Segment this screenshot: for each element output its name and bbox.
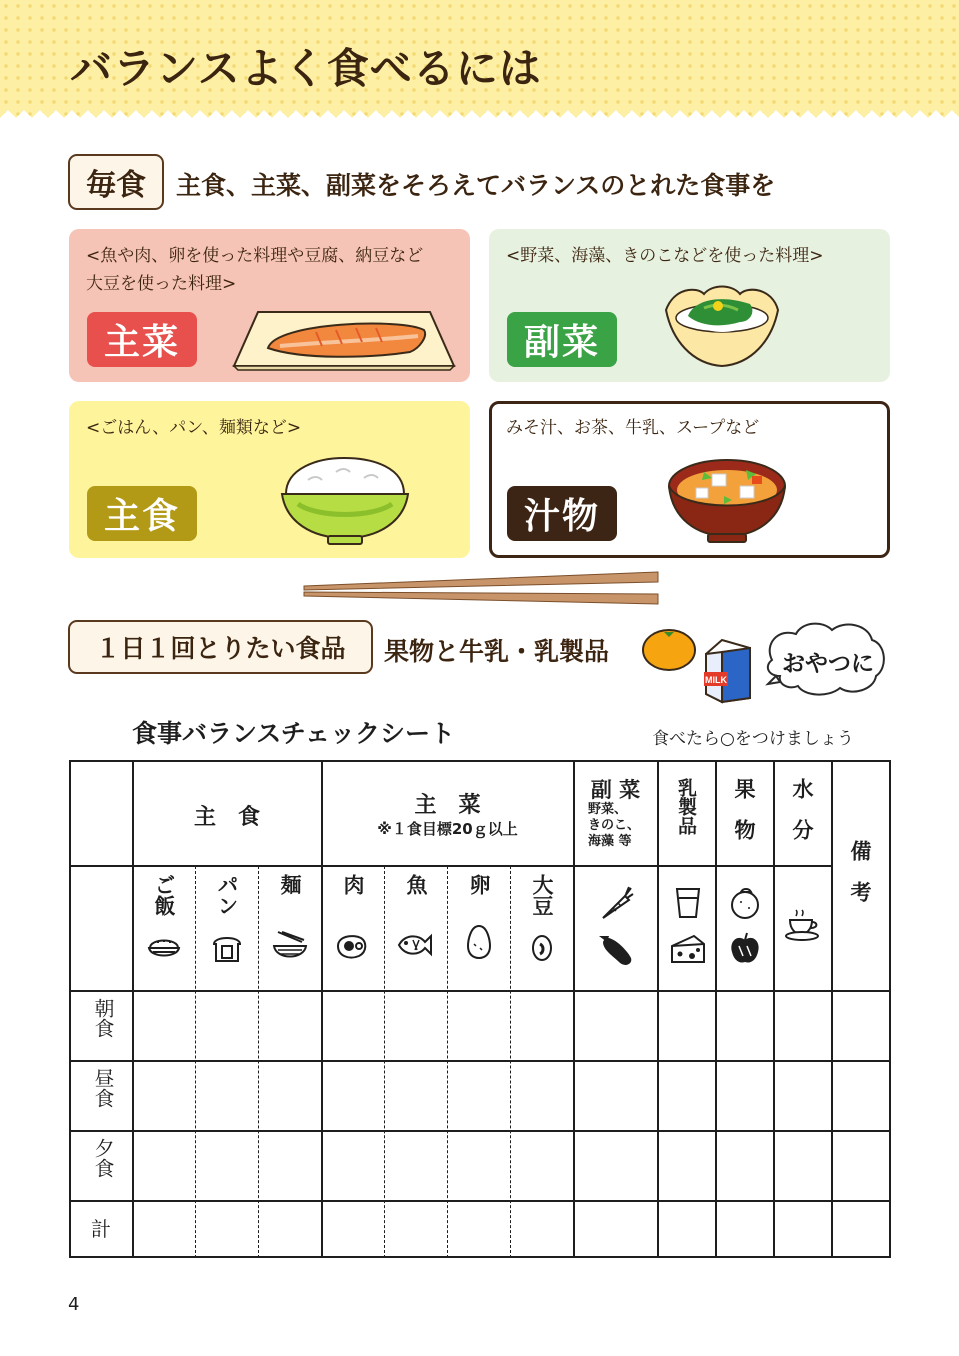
group-main-note: ※１食目標20ｇ以上 [377,820,518,838]
sub-meat: 肉 [341,874,365,895]
cheese-icon [670,934,706,966]
eggplant-icon [597,932,637,968]
every-meal-lead: 主食、主菜、副菜をそろえてバランスのとれた食事を [176,171,776,200]
check-sheet-title: 食事バランスチェックシート [132,719,456,748]
miso-soup-icon [664,452,790,544]
card-staple-label: 主食 [87,486,197,541]
group-water: 水分 [790,778,814,860]
side-dish-bowl-icon [660,282,784,370]
group-main: 主 菜 [414,793,481,818]
group-side-note-1: 野菜、 [588,802,628,817]
page-number: 4 [68,1294,80,1315]
sub-egg: 卵 [467,874,491,895]
card-side-dish-label: 副菜 [507,312,617,367]
card-main-dish-label: 主菜 [87,312,197,367]
row-dinner: 夕食 [91,1138,115,1178]
card-side-dish-desc: <野菜、海藻、きのこなどを使った料理> [506,246,824,266]
carrot-icon [599,886,635,922]
orange-icon [729,886,761,920]
once-a-day-lead: 果物と牛乳・乳製品 [384,637,610,666]
milk-label: MILK [705,675,727,685]
sub-rice: ご飯 [152,874,176,916]
group-side: 副 菜 [590,778,641,802]
group-fruit: 果物 [732,778,756,860]
soybean-icon [530,934,554,962]
row-lunch: 昼食 [91,1068,115,1108]
every-meal-tag-label: 毎食 [86,168,146,203]
group-dairy: 乳製品 [675,778,697,835]
tea-cup-icon [784,908,822,942]
noodle-bowl-icon [272,930,308,966]
group-remarks: 備考 [848,840,872,922]
sub-noodles: 麺 [278,874,302,895]
sub-bread: パン [215,874,239,916]
bread-icon [210,934,244,964]
row-total: 計 [91,1217,111,1241]
check-sheet-table [69,760,891,1258]
card-staple-desc: <ごはん、パン、麺類など> [86,418,302,438]
check-sheet-note: 食べたら○をつけましょう [652,729,854,749]
once-a-day-tag [68,620,373,674]
rice-bowl-icon [278,454,412,546]
group-side-note-2: きのこ、 [588,818,641,833]
rice-icon [147,932,181,964]
card-soup-label: 汁物 [507,486,617,541]
row-breakfast: 朝食 [91,998,115,1038]
apple-icon [729,932,761,966]
sub-soybean: 大豆 [530,874,554,916]
milk-carton-icon [700,634,756,704]
every-meal-tag [68,154,164,210]
card-main-dish-desc-2: 大豆を使った料理> [86,274,237,294]
grilled-fish-icon [232,306,456,372]
mandarin-orange-icon [640,626,698,672]
chopsticks-icon [300,570,662,606]
banner-zigzag-edge [0,110,959,130]
page-title: バランスよく食べるには [70,44,542,93]
group-side-note-3: 海藻 等 [588,834,632,849]
once-a-day-tag-label: １日１回とりたい食品 [95,634,346,663]
sub-fish: 魚 [404,874,428,895]
group-staple: 主 食 [193,805,260,830]
egg-icon [466,924,492,960]
snack-bubble-text: おやつに [782,651,874,677]
card-main-dish-desc-1: <魚や肉、卵を使った料理や豆腐、納豆など [86,246,424,266]
meat-icon [335,932,369,960]
fish-icon [397,930,433,960]
milk-glass-icon [674,886,702,920]
card-soup-desc: みそ汁、お茶、牛乳、スープなど [506,418,760,438]
